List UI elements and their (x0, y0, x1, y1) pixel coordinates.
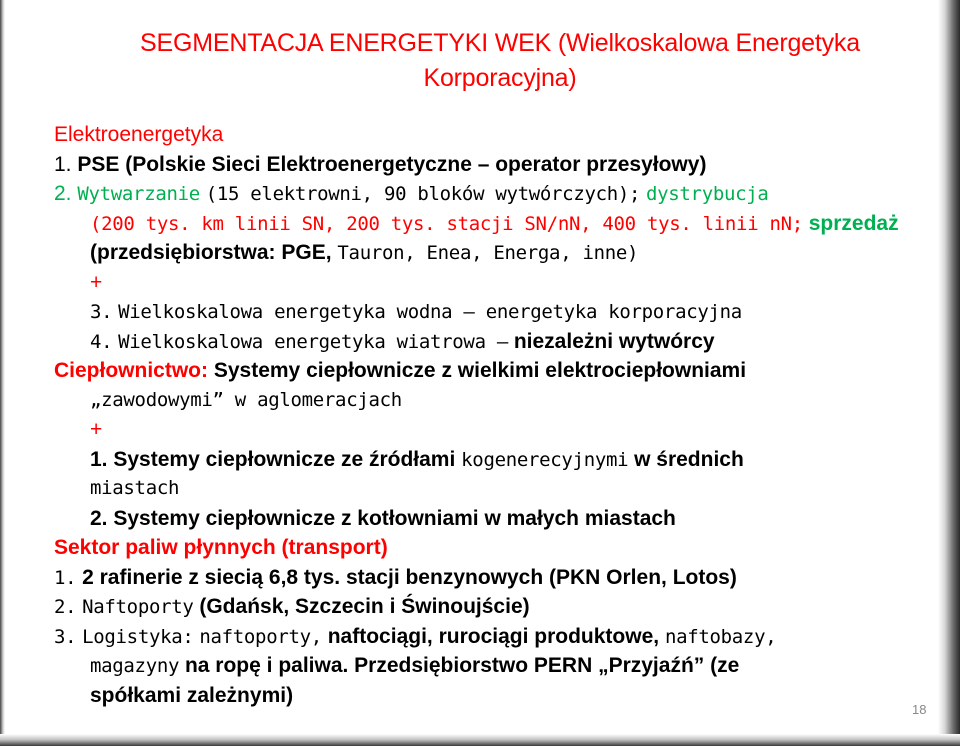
list-item: 1. 2 rafinerie z siecią 6,8 tys. stacji benzynowych (PKN Orlen, Lotos) (54, 565, 737, 589)
list-item-continuation: magazyny na ropę i paliwa. Przedsiębiorstwo PERN „Przyjaźń” (ze (90, 654, 740, 677)
section-header-paliwa: Sektor paliw płynnych (transport) (54, 536, 388, 559)
list-item: 2. Naftoporty (Gdańsk, Szczecin i Świnoujście) (54, 595, 530, 618)
page-number: 18 (912, 702, 927, 717)
list-item: 1. PSE (Polskie Sieci Elektroenergetyczne – operator przesyłowy) (54, 152, 707, 176)
left-edge-shadow (0, 0, 5, 746)
list-item: 2. Systemy ciepłownicze z kotłowniami w małych miastach (90, 506, 676, 530)
list-item: 1. Systemy ciepłownicze ze źródłami kogenerecyjnymi w średnich (90, 447, 744, 471)
slide-body (54, 120, 944, 710)
plus-separator: + (90, 418, 103, 441)
section-header-continuation: „zawodowymi” w aglomeracjach (90, 388, 402, 411)
list-item: 3. Wielkoskalowa energetyka wodna – energetyka korporacyjna (90, 301, 742, 323)
slide-title (70, 26, 930, 96)
list-item-continuation: spółkami zależnymi) (90, 683, 294, 707)
list-item-continuation: (przedsiębiorstwa: PGE, Tauron, Enea, Energa, inne) (90, 241, 639, 264)
list-item: 3. Logistyka: naftoporty, naftociągi, rurociągi produktowe, naftobazy, (54, 624, 777, 648)
list-item: 4. Wielkoskalowa energetyka wiatrowa – niezależni wytwórcy (90, 329, 715, 353)
list-item: 2. Wytwarzanie (15 elektrowni, 90 bloków wytwórczych); dystrybucja (54, 182, 769, 205)
section-header-cieplownictwo: Ciepłownictwo: Systemy ciepłownicze z wielkimi elektrociepłowniami (54, 359, 747, 382)
bottom-edge-shadow (0, 734, 960, 746)
list-item-continuation: miastach (90, 477, 180, 499)
title-line-2: Korporacyjna) (423, 64, 577, 92)
title-line-1: SEGMENTACJA ENERGETYKI WEK (Wielkoskalowa Energetyka (140, 29, 860, 57)
list-item-continuation: (200 tys. km linii SN, 200 tys. stacji SN/nN, 400 tys. linii nN; sprzedaż (90, 211, 899, 235)
plus-separator: + (90, 270, 103, 294)
section-header-elektroenergetyka: Elektroenergetyka (54, 123, 224, 146)
